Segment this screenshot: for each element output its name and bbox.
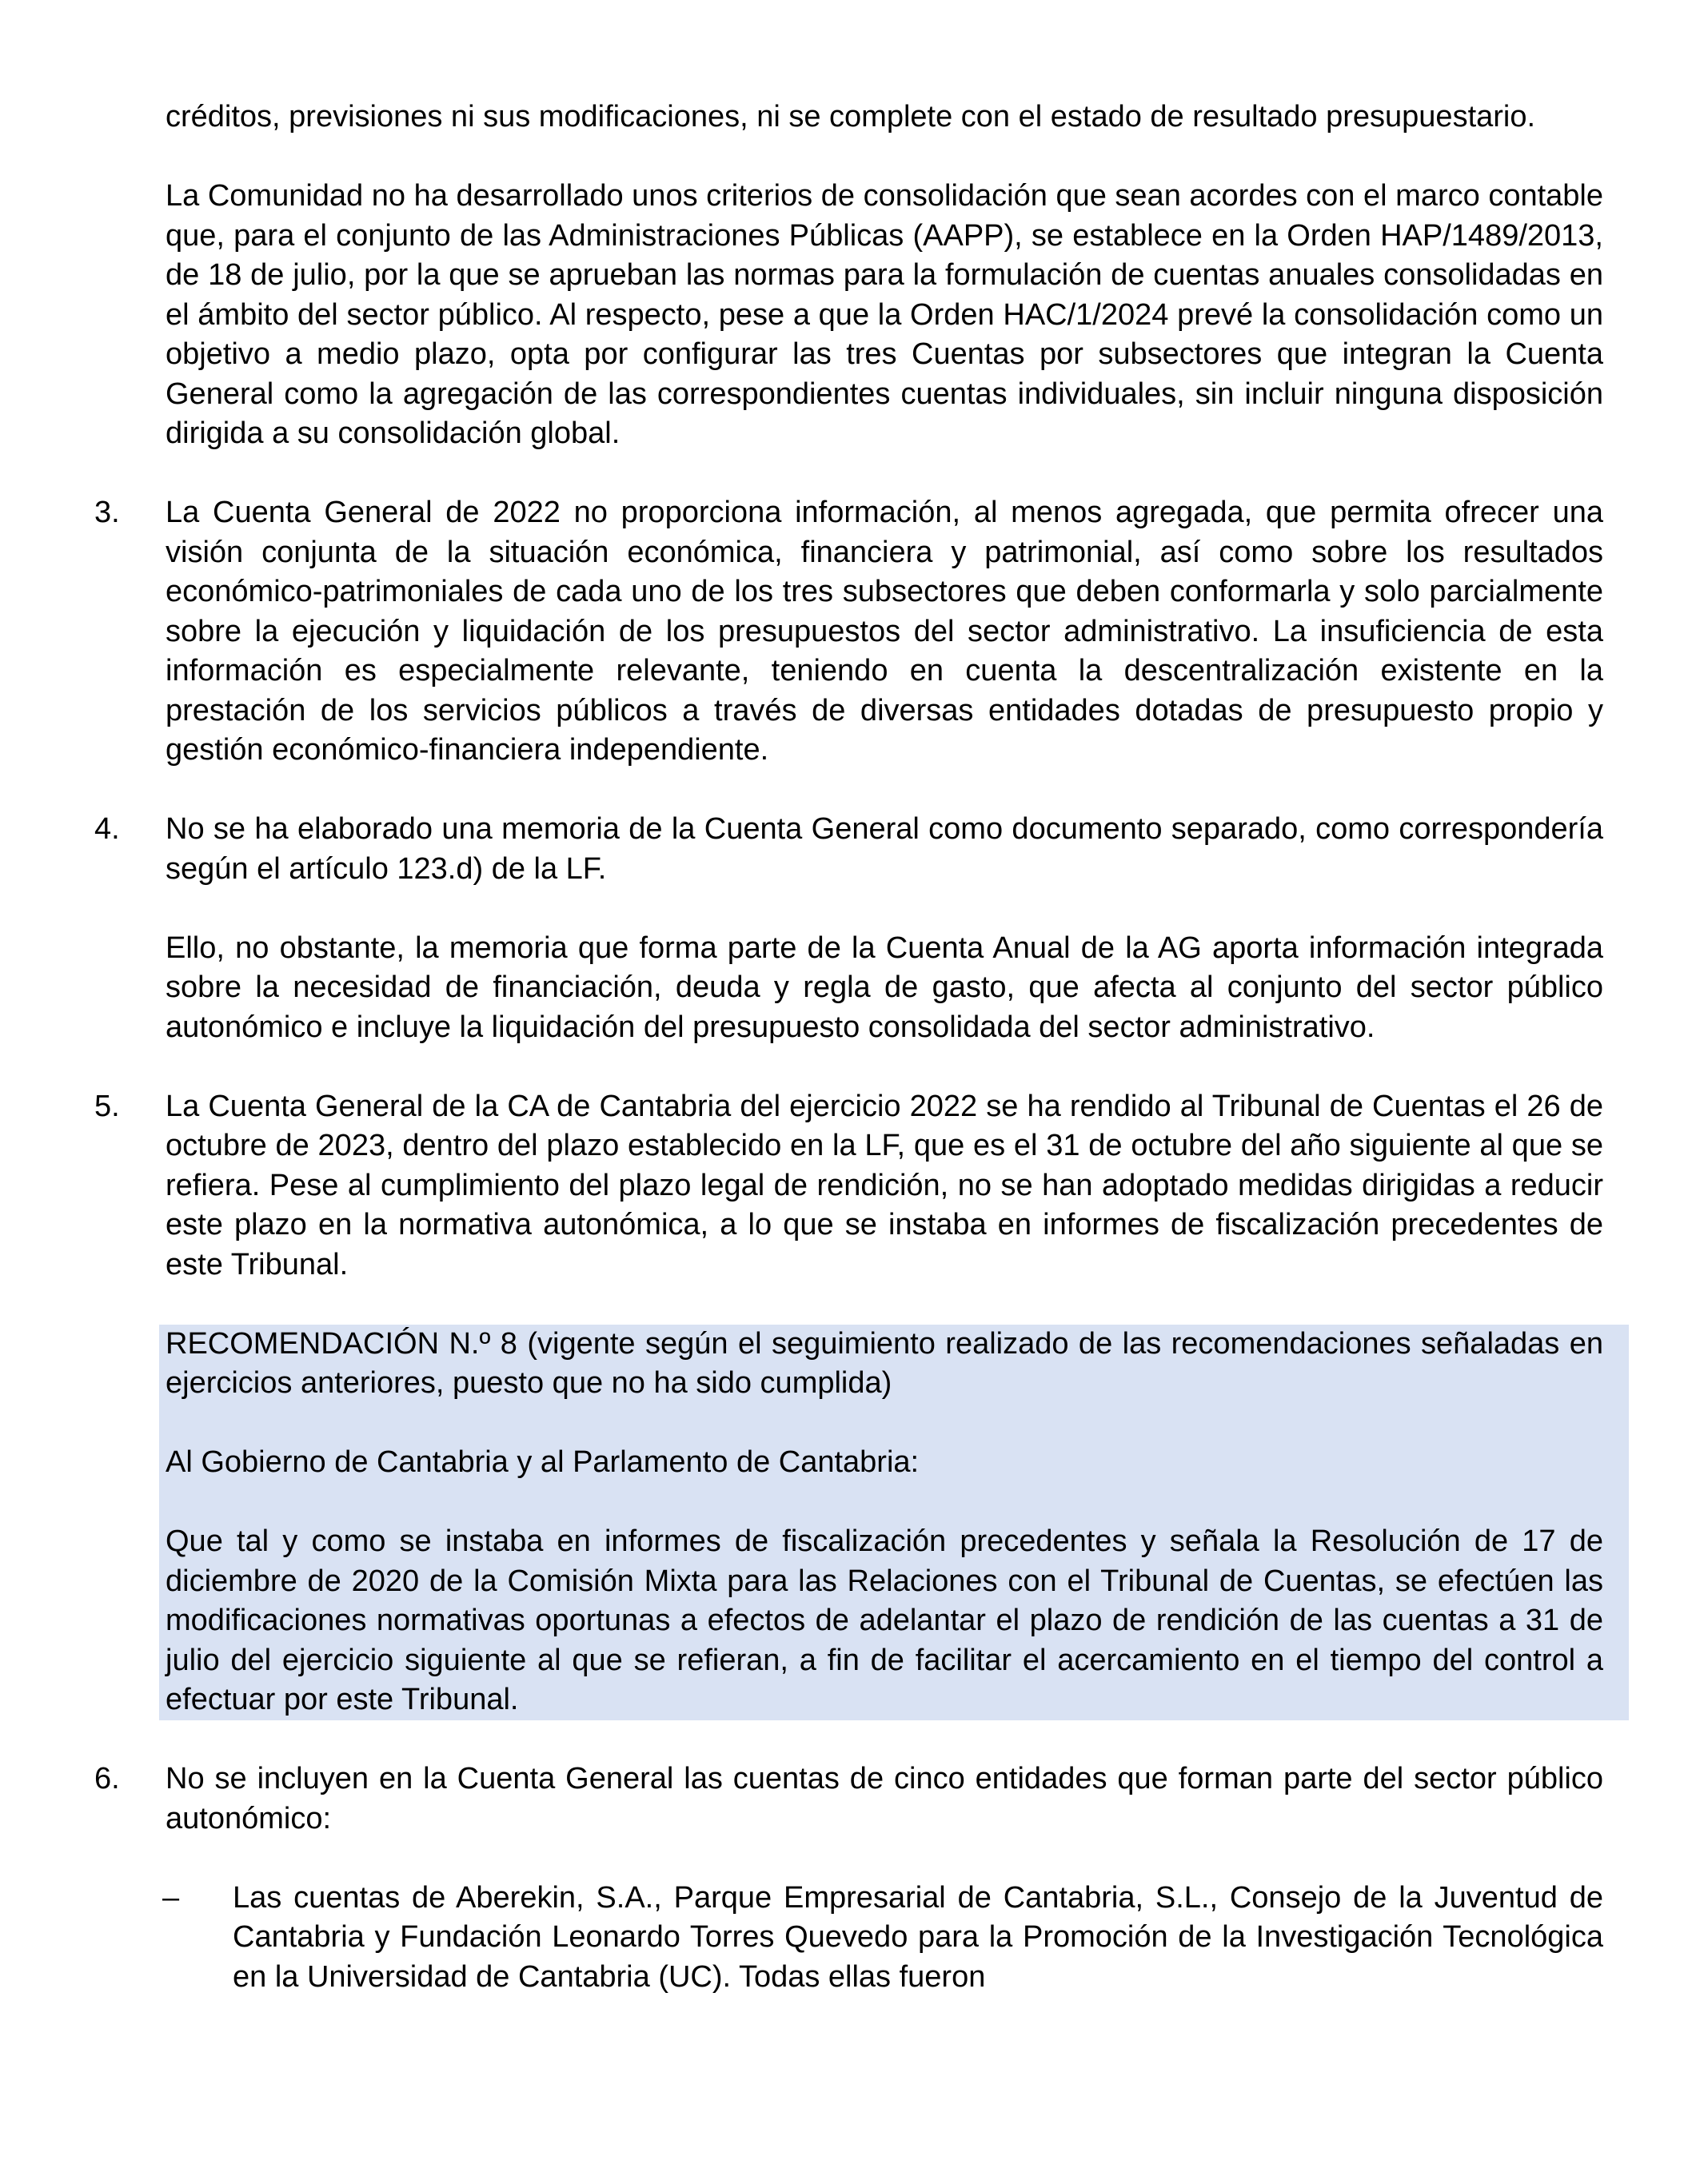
paragraph: Ello, no obstante, la memoria que forma parte de la Cuenta Anual de la AG aporta información integrada sobre la necesidad de financiación, deuda y regla de gasto, que afecta al conjunto del sector público autonómico e incluye la liquidación del presupuesto consolidada del sector administrativo. — [166, 931, 1603, 1044]
recommendation-title: RECOMENDACIÓN N.º 8 (vigente según el seguimiento realizado de las recomendaciones señaladas en ejercicios anteriores, puesto que no ha sido cumplida) — [166, 1326, 1603, 1400]
item-number: 4. — [94, 812, 120, 846]
recommendation-box — [159, 1325, 1629, 1720]
item-text: La Cuenta General de la CA de Cantabria del ejercicio 2022 se ha rendido al Tribunal de Cuentas el 26 de octubre de 2023, dentro del plazo establecido en la LF, que es el 31 de octubre del año siguiente al que se refiera. Pese al cumplimiento del plazo legal de rendición, no se han adoptado medidas dirigidas a reducir este plazo en la normativa autonómica, a lo que se instaba en informes de fiscalización precedentes de este Tribunal. — [166, 1089, 1603, 1281]
numbered-item-5 — [94, 1087, 1603, 1285]
numbered-item-6 — [94, 1760, 1603, 1839]
numbered-item-4 — [94, 810, 1603, 889]
recommendation-body: Que tal y como se instaba en informes de fiscalización precedentes y señala la Resolución de 17 de diciembre de 2020 de la Comisión Mixta para las Relaciones con el Tribunal de Cuentas, se efectúen las modificaciones normativas oportunas a efectos de adelantar el plazo de rendición de las cuentas a 31 de julio del ejercicio siguiente al que se refieran, a fin de facilitar el acercamiento en el tiempo del control a efectuar por este Tribunal. — [166, 1524, 1603, 1716]
item-text: La Cuenta General de 2022 no proporciona información, al menos agregada, que permita ofrecer una visión conjunta de la situación económica, financiera y patrimonial, así como sobre los resultados económico-patrimoniales de cada uno de los tres subsectores que deben conformarla y solo parcialmente sobre la ejecución y liquidación de los presupuestos del sector administrativo. La insuficiencia de esta información es especialmente relevante, teniendo en cuenta la descentralización existente en la prestación de los servicios públicos a través de diversas entidades dotadas de presupuesto propio y gestión económico-financiera independiente. — [166, 496, 1603, 767]
paragraph: La Comunidad no ha desarrollado unos criterios de consolidación que sean acordes con el marco contable que, para el conjunto de las Administraciones Públicas (AAPP), se establece en la Orden HAP/1489/2013, de 18 de julio, por la que se aprueban las normas para la formulación de cuentas anuales consolidadas en el ámbito del sector público. Al respecto, pese a que la Orden HAC/1/2024 prevé la consolidación como un objetivo a medio plazo, opta por configurar las tres Cuentas por subsectores que integran la Cuenta General como la agregación de las correspondientes cuentas individuales, sin incluir ninguna disposición dirigida a su consolidación global. — [166, 179, 1603, 450]
item-number: 6. — [94, 1762, 120, 1795]
paragraph: créditos, previsiones ni sus modificaciones, ni se complete con el estado de resultado presupuestario. — [166, 100, 1536, 134]
item-number: 3. — [94, 496, 120, 529]
item-text: No se ha elaborado una memoria de la Cuenta General como documento separado, como correspondería según el artículo 123.d) de la LF. — [166, 812, 1603, 886]
bullet-text: Las cuentas de Aberekin, S.A., Parque Empresarial de Cantabria, S.L., Consejo de la Juventud de Cantabria y Fundación Leonardo Torres Quevedo para la Promoción de la Investigación Tecnológica en la Universidad de Cantabria (UC). Todas ellas fueron — [233, 1880, 1603, 1994]
item-text: No se incluyen en la Cuenta General las cuentas de cinco entidades que forman parte del sector público autonómico: — [166, 1762, 1603, 1835]
recommendation-addressee: Al Gobierno de Cantabria y al Parlamento de Cantabria: — [166, 1445, 920, 1479]
bullet-item — [162, 1879, 1603, 1998]
numbered-item-3 — [94, 493, 1603, 771]
dash-bullet-icon: – — [162, 1880, 180, 1915]
document-body — [94, 98, 1603, 2037]
item-number: 5. — [94, 1089, 120, 1123]
